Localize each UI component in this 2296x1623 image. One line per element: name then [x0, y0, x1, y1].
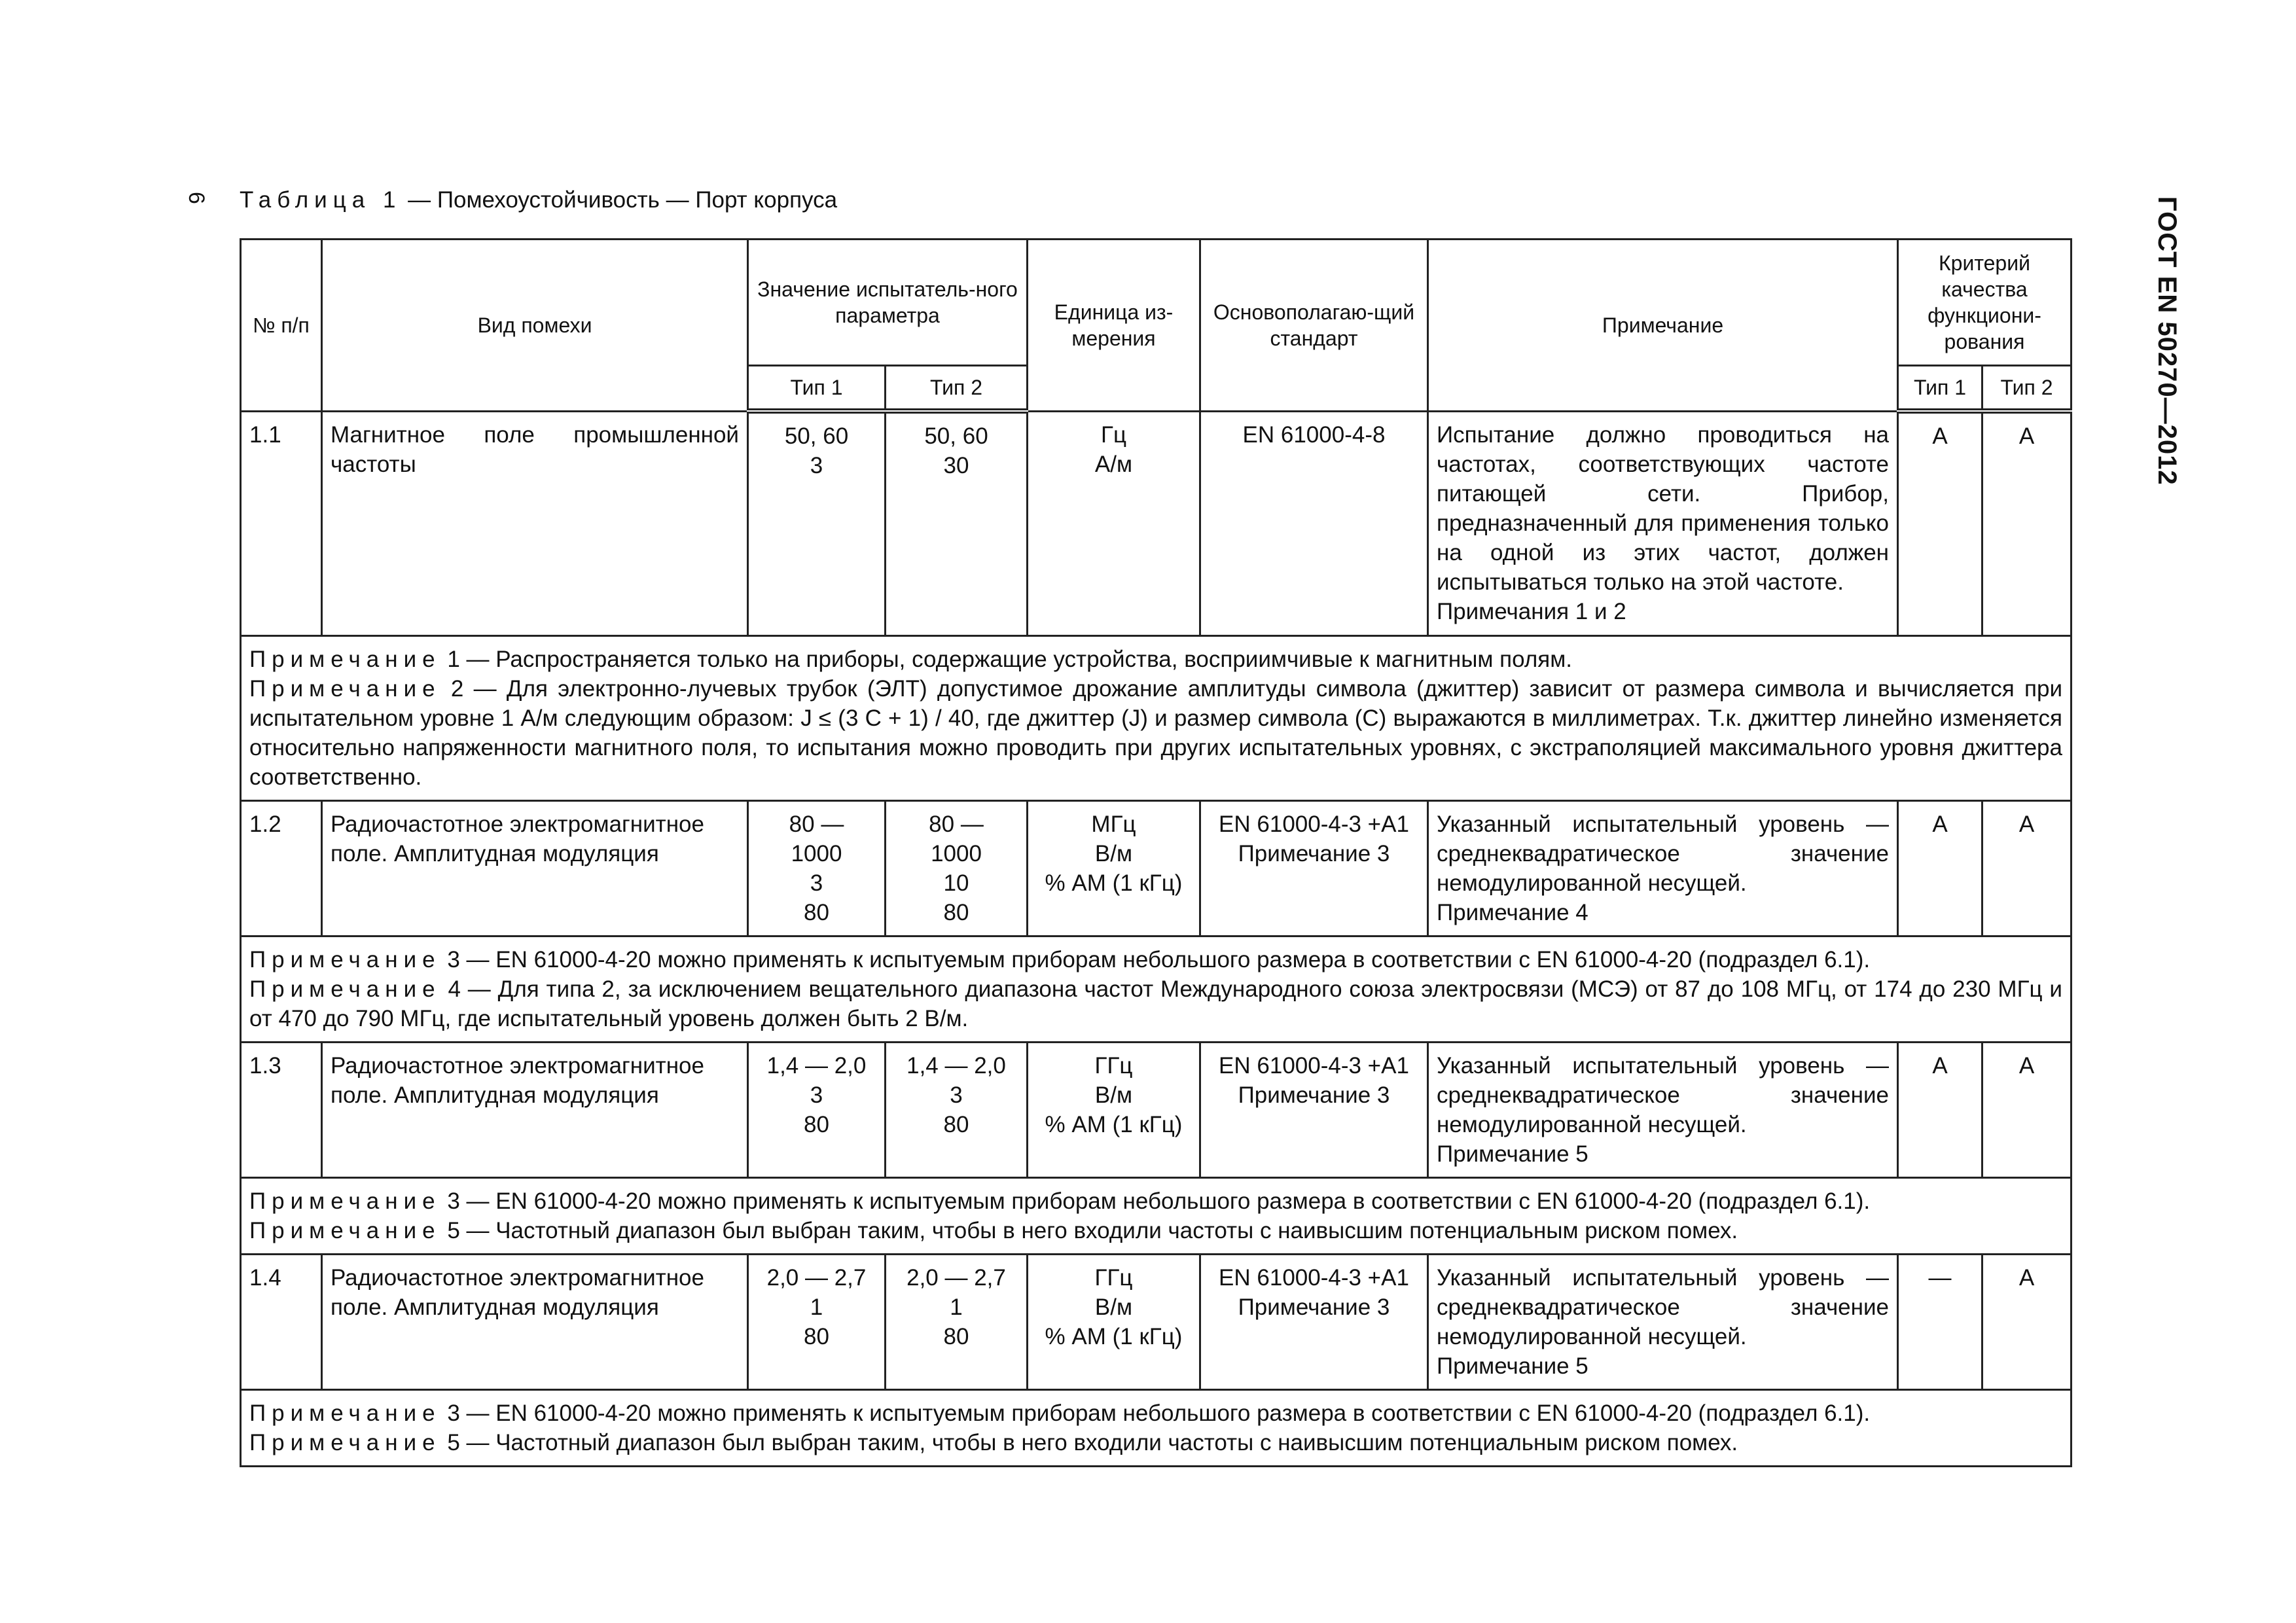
row-kind: Радиочастотное электромагнитное поле. Амплитудная модуляция	[322, 1254, 748, 1389]
header-crit-type1: Тип 1	[1898, 366, 1982, 412]
header-crit-type2: Тип 2	[1982, 366, 2072, 412]
document-code: ГОСТ EN 50270—2012	[2153, 196, 2181, 486]
header-criterion: Критерий качества функциони-рования	[1898, 240, 2072, 366]
header-type2: Тип 2	[886, 366, 1028, 412]
note-3: Примечание 3 — EN 61000-4-20 можно применять к испытуемым приборам небольшого размера в соответствии с EN 61000-4-20 (подраздел 6.1).	[249, 946, 1871, 972]
notes-row	[241, 1177, 2072, 1254]
row-standard: EN 61000-4-3 +A1 Примечание 3	[1200, 1254, 1428, 1389]
header-kind: Вид помехи	[322, 240, 748, 412]
row-unit: ГГц В/м % АМ (1 кГц)	[1028, 1042, 1200, 1177]
note-4: Примечание 4 — Для типа 2, за исключением вещательного диапазона частот Международного союза электросвязи (МСЭ) от 87 до 108 МГц, от 174 до 230 МГц и от 470 до 790 МГц, где испытательный уровень должен быть 2 В/м.	[249, 976, 2062, 1031]
note-3: Примечание 3 — EN 61000-4-20 можно применять к испытуемым приборам небольшого размера в соответствии с EN 61000-4-20 (подраздел 6.1).	[249, 1400, 1871, 1426]
immunity-table	[240, 238, 2072, 1467]
table-row	[241, 800, 2072, 936]
note-5: Примечание 5 — Частотный диапазон был выбран таким, чтобы в него входили частоты с наивысшим потенциальным риском помех.	[249, 1217, 1738, 1243]
note-2: Примечание 2 — Для электронно-лучевых трубок (ЭЛТ) допустимое дрожание амплитуды символа (джиттер) зависит от размера символа и вычисляется при испытательном уровне 1 А/м следующим образом: J ≤ (3 C + 1) / 40, где джиттер (J) и размер символа (C) выражаются в миллиметрах. Т.к. джиттер линейно изменяется относительно напряженности магнитного поля, то испытания можно проводить при других испытательных уровнях, с экстраполяцией максимального уровня джиттера соответственно.	[249, 675, 2062, 790]
row-type2-value: 2,0 — 2,7 1 80	[886, 1254, 1028, 1389]
row-type2-value: 80 — 1000 10 80	[886, 800, 1028, 936]
row-unit: МГц В/м % АМ (1 кГц)	[1028, 800, 1200, 936]
notes-cell	[241, 1177, 2072, 1254]
page-number: 6	[183, 192, 209, 204]
row-crit-type1: —	[1898, 1254, 1982, 1389]
note-5: Примечание 5 — Частотный диапазон был выбран таким, чтобы в него входили частоты с наивысшим потенциальным риском помех.	[249, 1429, 1738, 1455]
row-kind: Магнитное поле промышленной частоты	[322, 411, 748, 635]
notes-cell	[241, 936, 2072, 1042]
header-standard: Основополагаю-щий стандарт	[1200, 240, 1428, 412]
row-kind: Радиочастотное электромагнитное поле. Амплитудная модуляция	[322, 1042, 748, 1177]
notes-cell	[241, 635, 2072, 800]
notes-row	[241, 1389, 2072, 1466]
row-type2-value: 1,4 — 2,0 3 80	[886, 1042, 1028, 1177]
table-row	[241, 1042, 2072, 1177]
row-type1-value: 80 — 1000 3 80	[748, 800, 886, 936]
row-remark: Испытание должно проводиться на частотах, соответствующих частоте питающей сети. Прибор, предназначенный для применения только на одной из этих частот, должен испытываться только на этой частоте. Примечания 1 и 2	[1428, 411, 1898, 635]
row-remark: Указанный испытательный уровень — среднеквадратическое значение немодулированной несущей. Примечание 5	[1428, 1254, 1898, 1389]
notes-cell	[241, 1389, 2072, 1466]
row-crit-type1: А	[1898, 800, 1982, 936]
row-num: 1.2	[241, 800, 322, 936]
row-crit-type2: А	[1982, 800, 2072, 936]
header-remark: Примечание	[1428, 240, 1898, 412]
header-num: № п/п	[241, 240, 322, 412]
table-caption	[240, 187, 837, 213]
notes-row	[241, 635, 2072, 800]
header-unit: Единица из-мерения	[1028, 240, 1200, 412]
row-crit-type1: А	[1898, 1042, 1982, 1177]
row-crit-type2: А	[1982, 1042, 2072, 1177]
header-type1: Тип 1	[748, 366, 886, 412]
row-remark: Указанный испытательный уровень — среднеквадратическое значение немодулированной несущей. Примечание 4	[1428, 800, 1898, 936]
row-crit-type1: А	[1898, 411, 1982, 635]
notes-row	[241, 936, 2072, 1042]
row-type1-value: 50, 60 3	[748, 411, 886, 635]
row-standard: EN 61000-4-8	[1200, 411, 1428, 635]
row-kind: Радиочастотное электромагнитное поле. Амплитудная модуляция	[322, 800, 748, 936]
row-type1-value: 2,0 — 2,7 1 80	[748, 1254, 886, 1389]
row-standard: EN 61000-4-3 +A1 Примечание 3	[1200, 1042, 1428, 1177]
row-num: 1.1	[241, 411, 322, 635]
table-row	[241, 411, 2072, 635]
row-remark: Указанный испытательный уровень — среднеквадратическое значение немодулированной несущей. Примечание 5	[1428, 1042, 1898, 1177]
note-3: Примечание 3 — EN 61000-4-20 можно применять к испытуемым приборам небольшого размера в соответствии с EN 61000-4-20 (подраздел 6.1).	[249, 1188, 1871, 1214]
row-crit-type2: А	[1982, 1254, 2072, 1389]
row-unit: ГГц В/м % АМ (1 кГц)	[1028, 1254, 1200, 1389]
caption-label: Таблица 1	[240, 187, 402, 213]
note-1: Примечание 1 — Распространяется только на приборы, содержащие устройства, восприимчивые к магнитным полям.	[249, 646, 1572, 672]
row-standard: EN 61000-4-3 +A1 Примечание 3	[1200, 800, 1428, 936]
caption-text: — Помехоустойчивость — Порт корпуса	[401, 187, 838, 213]
row-num: 1.4	[241, 1254, 322, 1389]
row-type1-value: 1,4 — 2,0 3 80	[748, 1042, 886, 1177]
row-crit-type2: А	[1982, 411, 2072, 635]
header-value: Значение испытатель-ного параметра	[748, 240, 1028, 366]
table-row	[241, 1254, 2072, 1389]
row-unit: Гц А/м	[1028, 411, 1200, 635]
row-num: 1.3	[241, 1042, 322, 1177]
row-type2-value: 50, 60 30	[886, 411, 1028, 635]
